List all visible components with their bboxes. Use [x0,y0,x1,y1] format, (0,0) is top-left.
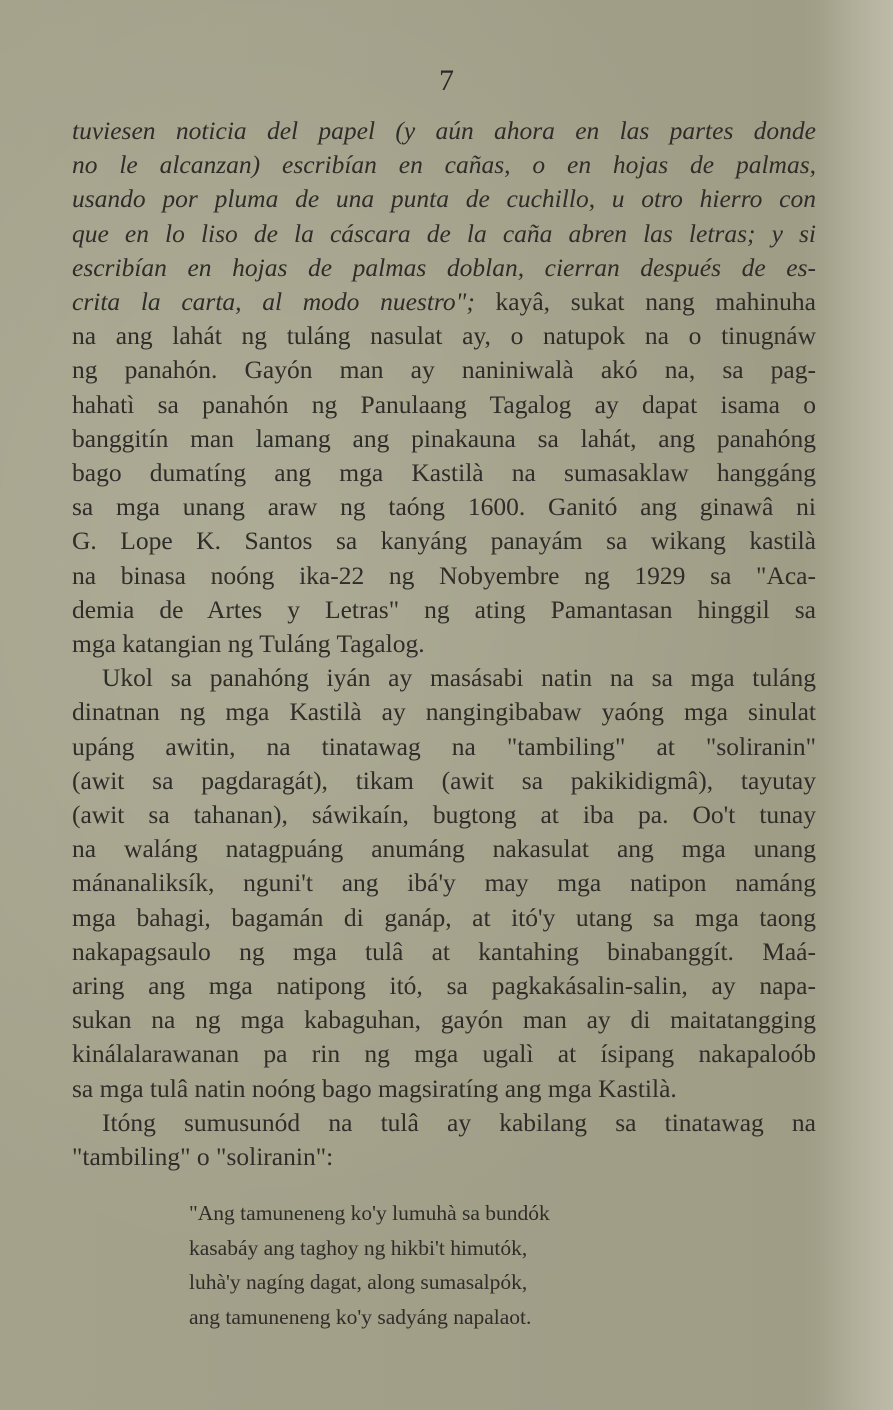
text-line: hahatì sa panahón ng Panulaang Tagalog ay dapat isama o [72,389,816,419]
page-number: 7 [439,64,454,97]
text-line: ng panahón. Gayón man ay naniniwalà akó na, sa pag- [72,355,816,385]
text-line: na binasa noóng ika-22 ng Nobyembre ng 1929 sa "Aca- [72,560,816,590]
text-line: que en lo liso de la cáscara de la caña abren las letras; y si [72,218,816,248]
text-line: dinatnan ng mga Kastilà ay nangingibabaw yaóng mga sinulat [72,697,816,727]
text-line: G. Lope K. Santos sa kanyáng panayám sa wikang kastilà [72,526,816,556]
poem-line: ang tamuneneng ko'y sadyáng napalaot. [189,1304,532,1329]
paragraph-1 [72,114,816,661]
poem-line: kasabáy ang taghoy ng hikbi't himutók, [189,1235,528,1260]
body-text [72,114,816,1174]
text-line: bago dumatíng ang mga Kastilà na sumasaklaw hanggáng [72,458,816,488]
text-line: upáng awitin, na tinatawag na "tambiling" at "soliranin" [72,731,816,761]
text-line: usando por pluma de una punta de cuchillo, u otro hierro con [72,184,816,214]
poem-stanza [189,1196,749,1334]
text-line: tuviesen noticia del papel (y aún ahora en las partes donde [72,116,816,145]
text-line: escribían en hojas de palmas doblan, cierran después de es- [72,252,816,282]
text-line: kinálalarawanan pa rin ng mga ugalì at ísipang nakapaloób [72,1039,816,1069]
text-line: sa mga unang araw ng taóng 1600. Ganitó ang ginawâ ni [72,492,816,522]
text-line: crita la carta, al modo nuestro"; kayâ, sukat nang mahinuha [72,287,816,317]
text-line: demia de Artes y Letras" ng ating Pamantasan hinggil sa [72,594,816,624]
poem-line: luhà'y nagíng dagat, along sumasalpók, [189,1270,528,1294]
text-line: na waláng natagpuáng anumáng nakasulat ang mga unang [72,834,816,864]
text-line: sukan na ng mga kabaguhan, gayón man ay di maitatangging [72,1005,816,1035]
text-line: mga katangian ng Tuláng Tagalog. [72,629,425,659]
text-line: (awit sa pagdaragát), tikam (awit sa pakikidigmâ), tayutay [72,765,816,795]
text-line: (awit sa tahanan), sáwikaín, bugtong at iba pa. Oo't tunay [72,800,816,830]
page-edge-shading [823,0,893,1410]
text-line: mánanaliksík, nguni't ang ibá'y may mga natipon namáng [72,868,816,898]
poem-line: "Ang tamuneneng ko'y lumuhà sa bundók [189,1201,550,1225]
paragraph-3 [72,1106,816,1174]
text-line: sa mga tulâ natin noóng bago magsiratíng ang mga Kastilà. [72,1073,677,1103]
text-line: aring ang mga natipong itó, sa pagkakásalin-salin, ay napa- [72,971,816,1001]
text-line: nakapagsaulo ng mga tulâ at kantahing binabanggít. Maá- [72,936,816,966]
paragraph-2 [72,661,816,1106]
text-line: na ang lahát ng tuláng nasulat ay, o natupok na o tinugnáw [72,321,816,351]
text-line: banggitín man lamang ang pinakauna sa lahát, ang panahóng [72,423,816,453]
text-line: Itóng sumusunód na tulâ ay kabilang sa tinatawag na [102,1107,816,1137]
text-line: "tambiling" o "soliranin": [72,1142,334,1172]
text-line: Ukol sa panahóng iyán ay masásabi natin na sa mga tuláng [102,663,816,693]
text-line: no le alcanzan) escribían en cañas, o en hojas de palmas, [72,150,816,180]
text-line: mga bahagi, bagamán di ganáp, at itó'y utang sa mga taong [72,902,816,932]
